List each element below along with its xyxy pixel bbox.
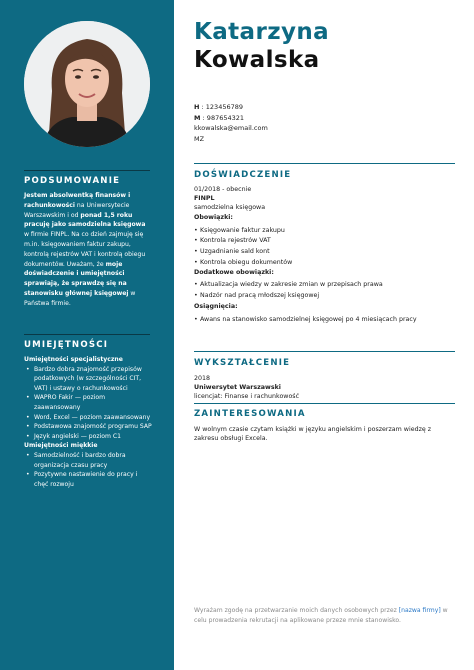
list-item: • Podstawowa znajomość programu SAP xyxy=(34,422,152,432)
last-name: Kowalska xyxy=(194,47,320,73)
list-item: • WAPRO Fakir — poziom zaawansowany xyxy=(34,393,152,412)
list-item: • Nadzór nad pracą młodszej księgowej xyxy=(200,291,456,300)
list-item: • Awans na stanowisko samodzielnej księgowej po 4 miesiącach pracy xyxy=(200,315,456,324)
experience-dates: 01/2018 - obecnie xyxy=(194,186,252,193)
education-year: 2018 xyxy=(194,375,211,382)
first-name: Katarzyna xyxy=(194,19,330,45)
interests-heading: ZAINTERESOWANIA xyxy=(194,409,306,419)
list-item: • Język angielski — poziom C1 xyxy=(34,432,152,442)
list-item: • Bardzo dobra znajomość przepisów podatkowych (w szczególności CIT, VAT) i ustawy o rachunkowości xyxy=(34,365,152,394)
contact-info xyxy=(194,102,268,144)
list-item: • Pozytywne nastawienie do pracy i chęć rozwoju xyxy=(34,470,152,489)
education-degree: licencjat: Finanse i rachunkowość xyxy=(194,393,300,401)
experience-company: FINPL xyxy=(194,195,215,203)
experience-heading: DOŚWIADCZENIE xyxy=(194,170,292,180)
consent-clause: Wyrażam zgodę na przetwarzanie moich danych osobowych przez [nazwa firmy] w celu prowadzenia rekrutacji na aplikowane przeze mnie stanowisko. xyxy=(194,607,448,624)
summary-heading: PODSUMOWANIE xyxy=(24,176,121,186)
sidebar xyxy=(0,0,174,670)
skills-specialist-title: Umiejętności specjalistyczne xyxy=(24,356,123,363)
section-divider xyxy=(194,351,455,352)
experience-entry xyxy=(194,185,456,324)
list-item: • Kontrola obiegu dokumentów xyxy=(200,258,456,267)
education-school: Uniwersytet Warszawski xyxy=(194,384,281,392)
list-item: • Aktualizacja wiedzy w zakresie zmian w przepisach prawa xyxy=(200,280,456,289)
education-heading: WYKSZTAŁCENIE xyxy=(194,358,291,368)
education-entry xyxy=(194,374,456,402)
experience-position: samodzielna księgowa xyxy=(194,204,266,212)
section-divider xyxy=(194,403,455,404)
profile-photo xyxy=(24,21,150,147)
list-item: • Samodzielność i bardzo dobra organizacja czasu pracy xyxy=(34,451,152,470)
phone-line: H : 123456789 xyxy=(194,103,244,111)
skills-soft-title: Umiejętności miękkie xyxy=(24,442,98,450)
summary-section xyxy=(24,176,152,309)
achievements-title: Osiągnięcia: xyxy=(194,302,238,310)
list-item: • Kontrola rejestrów VAT xyxy=(200,236,456,245)
extra-duties-title: Dodatkowe obowiązki: xyxy=(194,269,274,277)
interests-text: W wolnym czasie czytam książki w języku angielskim i poszerzam wiedzę z zakresu obsługi Excela. xyxy=(194,426,432,443)
initials: MZ xyxy=(194,134,205,143)
list-item: • Księgowanie faktur zakupu xyxy=(200,226,456,235)
email[interactable]: kkowalska@email.com xyxy=(194,124,268,132)
section-divider xyxy=(194,163,455,164)
list-item: • Uzgadnianie sald kont xyxy=(200,247,456,256)
duties-title: Obowiązki: xyxy=(194,213,233,221)
list-item: • Word, Excel — poziom zaawansowany xyxy=(34,413,152,423)
summary-text: Jestem absolwentką finansów i rachunkowości na Uniwersytecie Warszawskim i od ponad 1,5 roku pracuję jako samodzielna księgowa w firmie FINPL. Na co dzień zajmuję się m.in. księgowaniem faktur zakupu, kontrolą rejestrów VAT i kontrolą obiegu dokumentów. Uważam, że moje doświadczenie i umiejętności sprawiają, że sprawdzę się na stanowisku głównej księgowej w Państwa firmie. xyxy=(24,192,146,307)
company-name-link[interactable]: [nazwa firmy] xyxy=(398,607,441,614)
mobile-line: M : 987654321 xyxy=(194,113,245,122)
sidebar-divider xyxy=(24,170,150,171)
skills-heading: UMIEJĘTNOŚCI xyxy=(24,340,109,350)
skills-section xyxy=(24,340,152,489)
skills-list xyxy=(24,355,152,489)
sidebar-divider xyxy=(24,334,150,335)
